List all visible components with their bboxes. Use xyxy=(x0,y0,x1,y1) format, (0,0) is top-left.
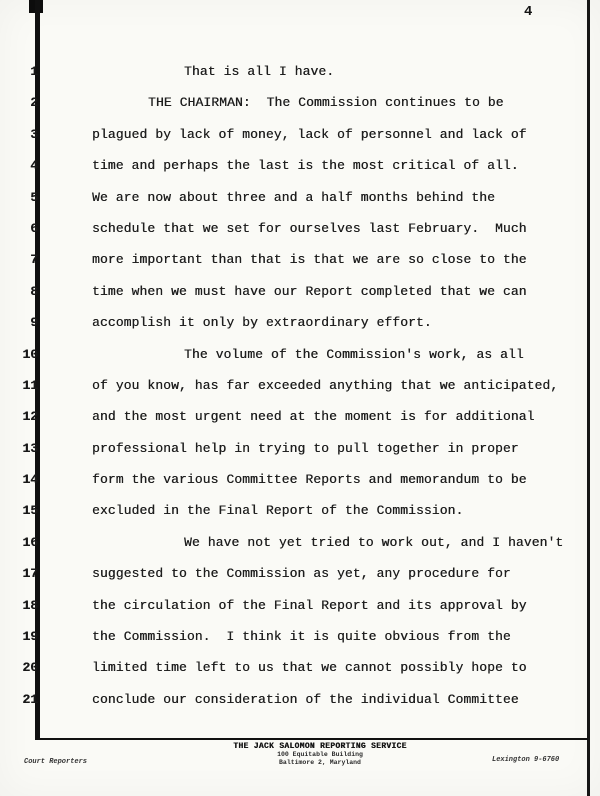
line-text: THE CHAIRMAN: The Commission continues to be xyxy=(148,95,504,111)
transcript-line-row xyxy=(0,684,588,715)
transcript-line-row xyxy=(0,307,588,338)
transcript-line-row xyxy=(0,370,588,401)
line-text: excluded in the Final Report of the Commission. xyxy=(92,503,464,519)
line-number: 8 xyxy=(30,283,38,299)
transcript-line-row xyxy=(0,150,588,181)
line-number: 16 xyxy=(22,534,38,550)
line-text: conclude our consideration of the individual Committee xyxy=(92,691,519,707)
footer xyxy=(215,742,425,767)
line-number: 1 xyxy=(30,64,38,79)
line-text: professional help in trying to pull together in proper xyxy=(92,440,519,456)
line-text: the circulation of the Final Report and its approval by xyxy=(92,597,527,613)
line-number: 18 xyxy=(22,597,38,613)
line-number: 12 xyxy=(22,409,38,425)
transcript-line-row xyxy=(0,558,588,589)
line-number: 14 xyxy=(22,472,38,488)
page-number: 4 xyxy=(524,4,533,20)
transcript-line-row xyxy=(0,276,588,307)
line-number: 7 xyxy=(30,252,38,268)
line-number: 2 xyxy=(30,95,38,111)
line-number: 21 xyxy=(22,691,38,707)
line-number: 9 xyxy=(30,315,38,331)
line-number: 3 xyxy=(30,126,38,142)
transcript-line-row xyxy=(0,87,588,118)
line-text: We are now about three and a half months behind the xyxy=(92,189,495,205)
footer-address-line2: Baltimore 2, Maryland xyxy=(279,759,361,766)
line-number: 15 xyxy=(22,503,38,519)
transcript-line-row xyxy=(0,244,588,275)
footer-court-reporters-label: Court Reporters xyxy=(24,758,88,766)
line-text: plagued by lack of money, lack of personnel and lack of xyxy=(92,126,527,142)
footer-address-line1: 100 Equitable Building xyxy=(277,751,363,758)
transcript-line-row xyxy=(0,182,588,213)
transcript-line-row xyxy=(0,119,588,150)
line-text: accomplish it only by extraordinary effort. xyxy=(92,315,432,331)
line-text: We have not yet tried to work out, and I haven't xyxy=(184,534,564,550)
transcript-line-row xyxy=(0,590,588,621)
line-number: 17 xyxy=(22,566,38,582)
transcript-line-row xyxy=(0,213,588,244)
line-text: time and perhaps the last is the most critical of all. xyxy=(92,158,519,174)
line-text: suggested to the Commission as yet, any procedure for xyxy=(92,566,511,582)
line-text: and the most urgent need at the moment is for additional xyxy=(92,409,535,425)
line-text: limited time left to us that we cannot possibly hope to xyxy=(92,660,527,676)
line-number: 11 xyxy=(22,377,38,393)
transcript-line-row xyxy=(0,464,588,495)
line-text: more important than that is that we are so close to the xyxy=(92,252,527,268)
transcript-lines xyxy=(0,56,588,715)
transcript-line-row xyxy=(0,652,588,683)
line-text: form the various Committee Reports and memorandum to be xyxy=(92,472,527,488)
line-number: 6 xyxy=(30,220,38,236)
transcript-line-row xyxy=(0,495,588,526)
transcript-line-row xyxy=(0,527,588,558)
line-number: 10 xyxy=(22,346,38,362)
transcript-line-row xyxy=(0,621,588,652)
footer-phone-label: Lexington 9-6760 xyxy=(492,756,560,764)
transcript-line-row xyxy=(0,339,588,370)
transcript-line-row xyxy=(0,401,588,432)
line-number: 13 xyxy=(22,440,38,456)
footer-service-name: THE JACK SALOMON REPORTING SERVICE xyxy=(233,742,407,751)
line-number: 4 xyxy=(30,158,38,174)
line-text: The volume of the Commission's work, as all xyxy=(184,346,524,362)
footer-divider-rule xyxy=(38,738,588,740)
line-number: 5 xyxy=(30,189,38,205)
transcript-line-row xyxy=(0,56,588,87)
transcript-line-row xyxy=(0,433,588,464)
line-number: 20 xyxy=(22,660,38,676)
line-text: time when we must have our Report completed that we can xyxy=(92,283,527,299)
line-text: the Commission. I think it is quite obvious from the xyxy=(92,629,511,645)
line-text: schedule that we set for ourselves last February. Much xyxy=(92,220,527,236)
line-number: 19 xyxy=(22,629,38,645)
line-text: of you know, has far exceeded anything that we anticipated, xyxy=(92,377,559,393)
line-text: That is all I have. xyxy=(184,64,335,79)
